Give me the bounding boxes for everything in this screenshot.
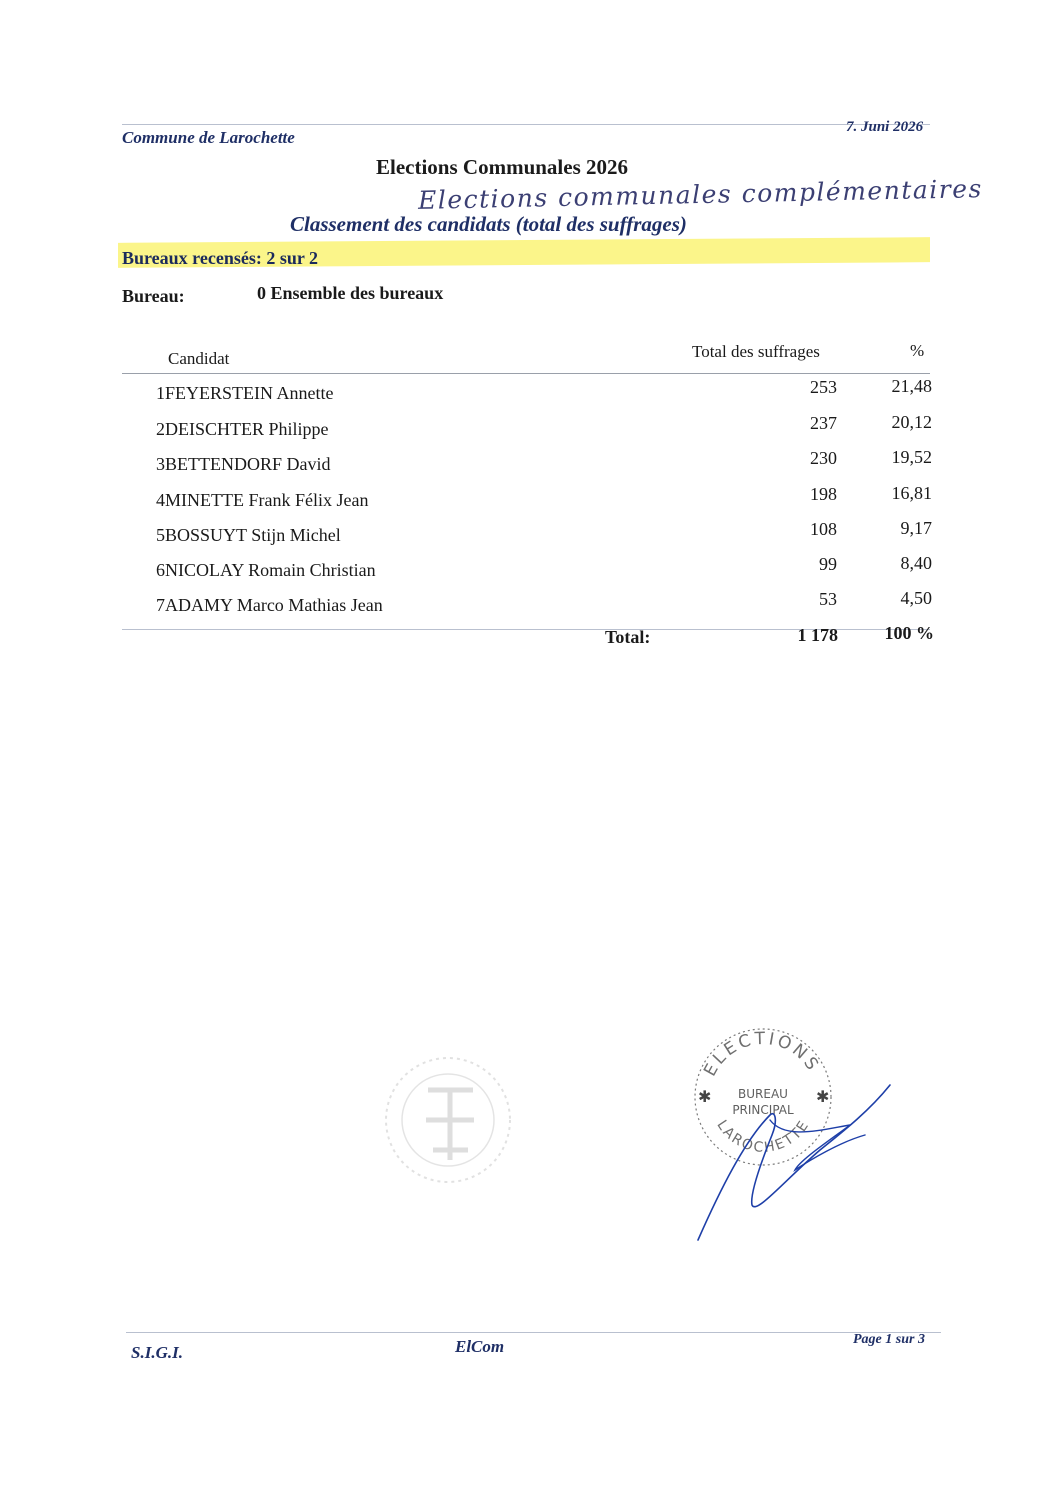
stamp-line1: BUREAU — [738, 1087, 788, 1101]
table-row — [0, 447, 1058, 481]
bureau-value: 0 Ensemble des bureaux — [257, 283, 444, 303]
candidate-name: 3BETTENDORF David — [156, 454, 331, 474]
candidate-name: 4MINETTE Frank Félix Jean — [156, 490, 369, 510]
stamp-line2: PRINCIPAL — [732, 1103, 794, 1117]
candidate-percent: 20,12 — [891, 412, 932, 432]
candidate-name: 2DEISCHTER Philippe — [156, 419, 329, 439]
candidate-name: 6NICOLAY Romain Christian — [156, 560, 376, 580]
candidate-votes: 108 — [810, 519, 837, 539]
candidate-name: 5BOSSUYT Stijn Michel — [156, 525, 341, 545]
candidate-votes: 99 — [819, 554, 837, 574]
table-row — [0, 376, 1058, 410]
candidate-votes: 253 — [810, 377, 837, 397]
stamp-bottom-text: LAROCHETTE — [713, 1117, 813, 1157]
table-row — [0, 588, 1058, 623]
stamp-top-text: ELECTIONS — [700, 1028, 824, 1080]
faded-seal-icon — [378, 1050, 518, 1190]
candidate-votes: 237 — [810, 413, 837, 433]
document-date: 7. Juni 2026 — [846, 119, 924, 135]
table-row — [0, 483, 1058, 517]
total-percent: 100 % — [884, 623, 934, 643]
header-rule — [122, 124, 930, 125]
handwritten-signature — [690, 1080, 900, 1245]
candidate-name: 7ADAMY Marco Mathias Jean — [156, 595, 383, 615]
commune-name: Commune de Larochette — [122, 128, 295, 147]
handwritten-note: Elections communales complémentaires — [417, 174, 984, 215]
candidate-name: 1FEYERSTEIN Annette — [156, 383, 334, 403]
candidate-percent: 21,48 — [891, 376, 932, 396]
column-header-candidat: Candidat — [168, 349, 230, 368]
bureaux-recenses: Bureaux recensés: 2 sur 2 — [122, 248, 318, 268]
bureau-label: Bureau: — [122, 286, 185, 306]
document-title: Elections Communales 2026 — [376, 155, 628, 179]
footer-page-number: Page 1 sur 3 — [853, 1332, 925, 1347]
total-label: Total: — [605, 627, 651, 647]
document-subtitle: Classement des candidats (total des suffrages) — [290, 212, 687, 236]
candidate-votes: 230 — [810, 448, 837, 468]
candidate-percent: 4,50 — [900, 588, 932, 608]
table-row — [0, 553, 1058, 588]
footer-sigi: S.I.G.I. — [131, 1343, 183, 1362]
table-row — [0, 412, 1058, 446]
candidate-percent: 9,17 — [900, 518, 932, 538]
table-header-rule — [122, 373, 930, 374]
column-header-total: Total des suffrages — [692, 342, 820, 361]
footer-rule — [126, 1332, 941, 1333]
star-icon: ✱ — [816, 1087, 830, 1106]
column-header-percent: % — [910, 341, 925, 360]
total-votes: 1 178 — [797, 625, 838, 645]
candidate-percent: 16,81 — [891, 483, 932, 503]
star-icon: ✱ — [698, 1087, 712, 1106]
footer-elcom: ElCom — [455, 1337, 505, 1356]
candidate-votes: 53 — [819, 589, 837, 609]
candidate-votes: 198 — [810, 484, 837, 504]
candidate-percent: 8,40 — [900, 553, 932, 573]
table-row — [0, 518, 1058, 552]
candidate-percent: 19,52 — [891, 447, 932, 467]
